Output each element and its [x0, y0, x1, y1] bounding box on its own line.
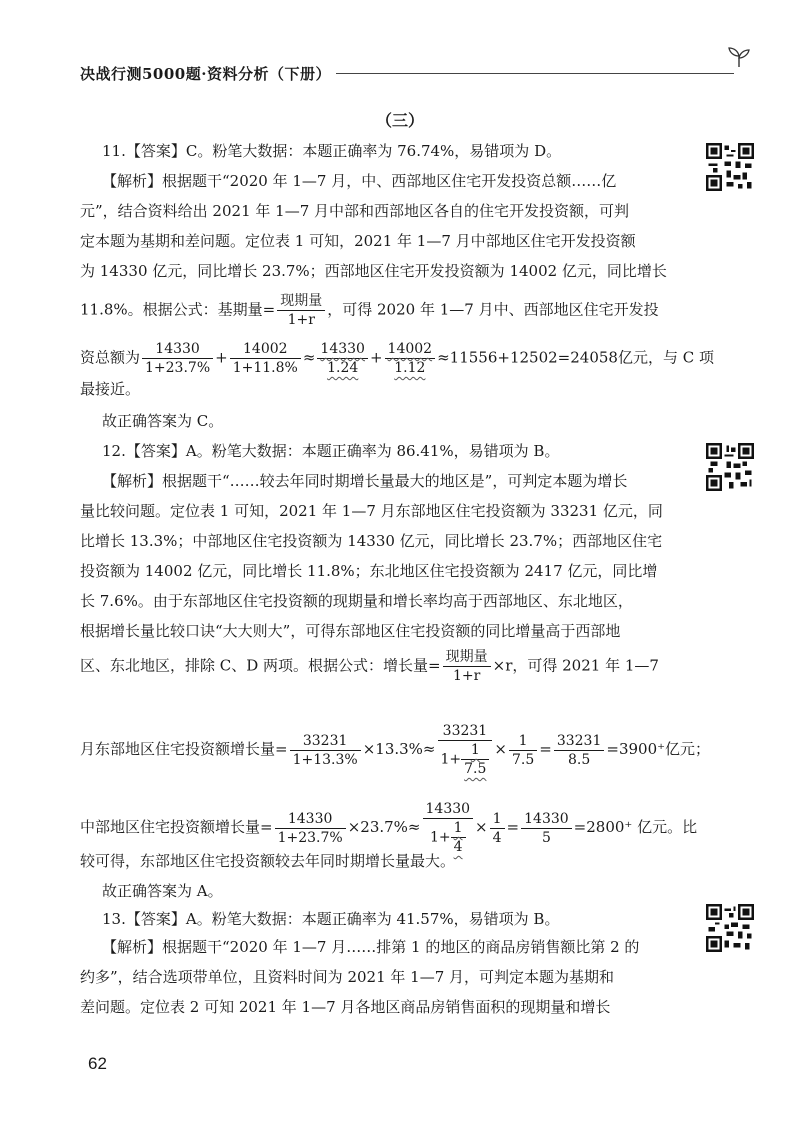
equals-sign: = — [539, 740, 552, 758]
fraction-numerator: 14002 — [385, 340, 436, 359]
section-title: （三） — [375, 111, 424, 130]
q12-analysis-line: 量比较问题。定位表 1 可知，2021 年 1—7 月东部地区住宅投资额为 33231 亿元，同 — [80, 502, 663, 520]
fraction-numerator: 1 — [451, 819, 466, 838]
fraction-denominator: 4 — [492, 829, 502, 846]
approx-sign: ≈ — [302, 348, 316, 367]
fraction-numerator: 14330 — [142, 340, 213, 359]
fraction-numerator: 14330 — [317, 340, 368, 359]
fraction-numerator: 现期量 — [443, 648, 491, 667]
fraction — [461, 741, 489, 778]
fraction — [490, 810, 505, 847]
sprout-icon — [726, 46, 752, 68]
q11-calc-line — [80, 340, 714, 377]
fraction-denominator: 5 — [541, 829, 551, 846]
q12-text: 月东部地区住宅投资额增长量= — [80, 740, 288, 758]
q12-text: ×13.3%≈ — [362, 740, 436, 758]
plus-sign: + — [369, 348, 383, 367]
fraction-denominator: 1+23.7% — [277, 829, 343, 846]
fraction-denominator: 1+r — [287, 312, 315, 328]
q12-text: 1+ — [429, 829, 451, 846]
q12-analysis-line: 较可得，东部地区住宅投资额较去年同时期增长量最大。 — [80, 852, 456, 870]
fraction-denominator: 7.5 — [511, 751, 535, 768]
q11-text: ≈11556+12502=24058亿元，与 C 项 — [437, 348, 714, 367]
fraction — [290, 732, 361, 769]
q13-analysis-line: 【解析】根据题干“2020 年 1—7 月……排第 1 的地区的商品房销售额比第 2 的 — [102, 938, 640, 956]
fraction-denominator: 8.5 — [567, 751, 591, 768]
q12-analysis-line: 【解析】根据题干“……较去年同时期增长量最大的地区是”，可判定本题为增长 — [102, 472, 628, 490]
fraction-numerator: 14330 — [275, 810, 346, 829]
q12-text: =2800⁺ 亿元。比 — [573, 818, 698, 836]
fraction-denominator: 1+r — [452, 668, 481, 684]
fraction-denominator: 1+13.3% — [292, 751, 358, 768]
q12-analysis-line: 根据增长量比较口诀“大大则大”，可得东部地区住宅投资额的同比增量高于西部地 — [80, 622, 621, 640]
fraction-denominator: 1.12 — [394, 360, 426, 376]
q11-text: 资总额为 — [80, 348, 141, 367]
header-rule — [336, 73, 734, 74]
q11-analysis-line: 【解析】根据题干“2020 年 1—7 月，中、西部地区住宅开发投资总额……亿 — [102, 172, 617, 190]
fraction-denominator — [438, 741, 493, 778]
q13-analysis-line: 约多”，结合选项带单位，且资料时间为 2021 年 1—7 月，可判定本题为基期和 — [80, 968, 615, 986]
fraction-numerator: 14002 — [230, 340, 301, 359]
q11-analysis-line: 元”，结合资料给出 2021 年 1—7 月中部和西部地区各自的住宅开发投资额，可判 — [80, 202, 630, 220]
qr-code[interactable] — [706, 443, 754, 491]
q12-text: ×r，可得 2021 年 1—7 — [492, 656, 659, 675]
q12-text: =3900⁺亿元； — [606, 740, 711, 758]
q11-text: 11.8%。根据公式：基期量= — [80, 300, 276, 319]
plus-sign: + — [215, 348, 228, 367]
q11-formula-line — [80, 292, 659, 329]
fraction — [509, 732, 537, 769]
fraction-numerator: 14330 — [423, 800, 474, 819]
running-header: 决战行测5000题·资料分析（下册） — [80, 65, 331, 83]
fraction — [275, 810, 346, 847]
fraction-numerator: 1 — [461, 741, 489, 760]
q13-answer: 13.【答案】A。粉笔大数据：本题正确率为 41.57%，易错项为 B。 — [102, 910, 560, 928]
q11-analysis-line: 定本题为基期和差问题。定位表 1 可知，2021 年 1—7 月中部地区住宅开发投资额 — [80, 232, 636, 250]
times-sign: × — [475, 818, 488, 836]
base-formula-fraction — [277, 292, 325, 329]
fraction-denominator: 1+11.8% — [232, 360, 298, 376]
q12-east-calc-line — [80, 722, 710, 778]
fraction-numerator: 33231 — [554, 732, 605, 751]
times-sign: × — [494, 740, 507, 758]
fraction — [230, 340, 301, 377]
q12-text: 1+ — [440, 751, 462, 768]
q12-text: 区、东北地区，排除 C、D 两项。根据公式：增长量= — [80, 656, 441, 675]
q12-text: 中部地区住宅投资额增长量= — [80, 818, 273, 836]
q11-analysis-line: 最接近。 — [80, 380, 141, 398]
fraction-numerator: 1 — [490, 810, 505, 829]
fraction — [142, 340, 213, 377]
fraction — [385, 340, 436, 377]
fraction-numerator: 33231 — [290, 732, 361, 751]
fraction-numerator: 1 — [509, 732, 537, 751]
q12-analysis-line: 比增长 13.3%；中部地区住宅投资额为 14330 亿元，同比增长 23.7%；西部地区住宅 — [80, 532, 663, 550]
fraction — [317, 340, 368, 377]
qr-code[interactable] — [706, 143, 754, 191]
fraction — [521, 810, 572, 847]
q12-text: ×23.7%≈ — [347, 818, 421, 836]
page-number: 62 — [88, 1054, 107, 1073]
q11-analysis-line: 为 14330 亿元，同比增长 23.7%；西部地区住宅开发投资额为 14002 亿元，同比增长 — [80, 262, 667, 280]
q12-conclusion: 故正确答案为 A。 — [102, 882, 223, 900]
equals-sign: = — [506, 818, 520, 836]
q12-analysis-line: 长 7.6%。由于东部地区住宅投资额的现期量和增长率均高于西部地区、东北地区， — [80, 592, 633, 610]
compound-fraction — [438, 722, 493, 778]
q12-analysis-line: 投资额为 14002 亿元，同比增长 11.8%；东北地区住宅投资额为 2417 亿元，同比增 — [80, 562, 658, 580]
fraction-denominator: 4 — [453, 839, 463, 855]
q13-analysis-line: 差问题。定位表 2 可知 2021 年 1—7 月各地区商品房销售面积的现期量和增长 — [80, 998, 611, 1016]
fraction — [554, 732, 605, 769]
qr-code[interactable] — [706, 904, 754, 952]
fraction-numerator: 现期量 — [277, 292, 325, 311]
q11-answer: 11.【答案】C。粉笔大数据：本题正确率为 76.74%，易错项为 D。 — [102, 142, 562, 160]
q12-formula-line — [80, 648, 659, 685]
fraction-denominator: 1+23.7% — [145, 360, 211, 376]
fraction-numerator: 33231 — [438, 722, 493, 741]
q12-answer: 12.【答案】A。粉笔大数据：本题正确率为 86.41%，易错项为 B。 — [102, 442, 560, 460]
q11-text: ，可得 2020 年 1—7 月中、西部地区住宅开发投 — [327, 300, 659, 319]
q11-conclusion: 故正确答案为 C。 — [102, 412, 224, 430]
growth-formula-fraction — [443, 648, 491, 685]
fraction-denominator: 7.5 — [464, 761, 487, 777]
fraction-numerator: 14330 — [521, 810, 572, 829]
fraction-denominator: 1.24 — [327, 360, 359, 376]
